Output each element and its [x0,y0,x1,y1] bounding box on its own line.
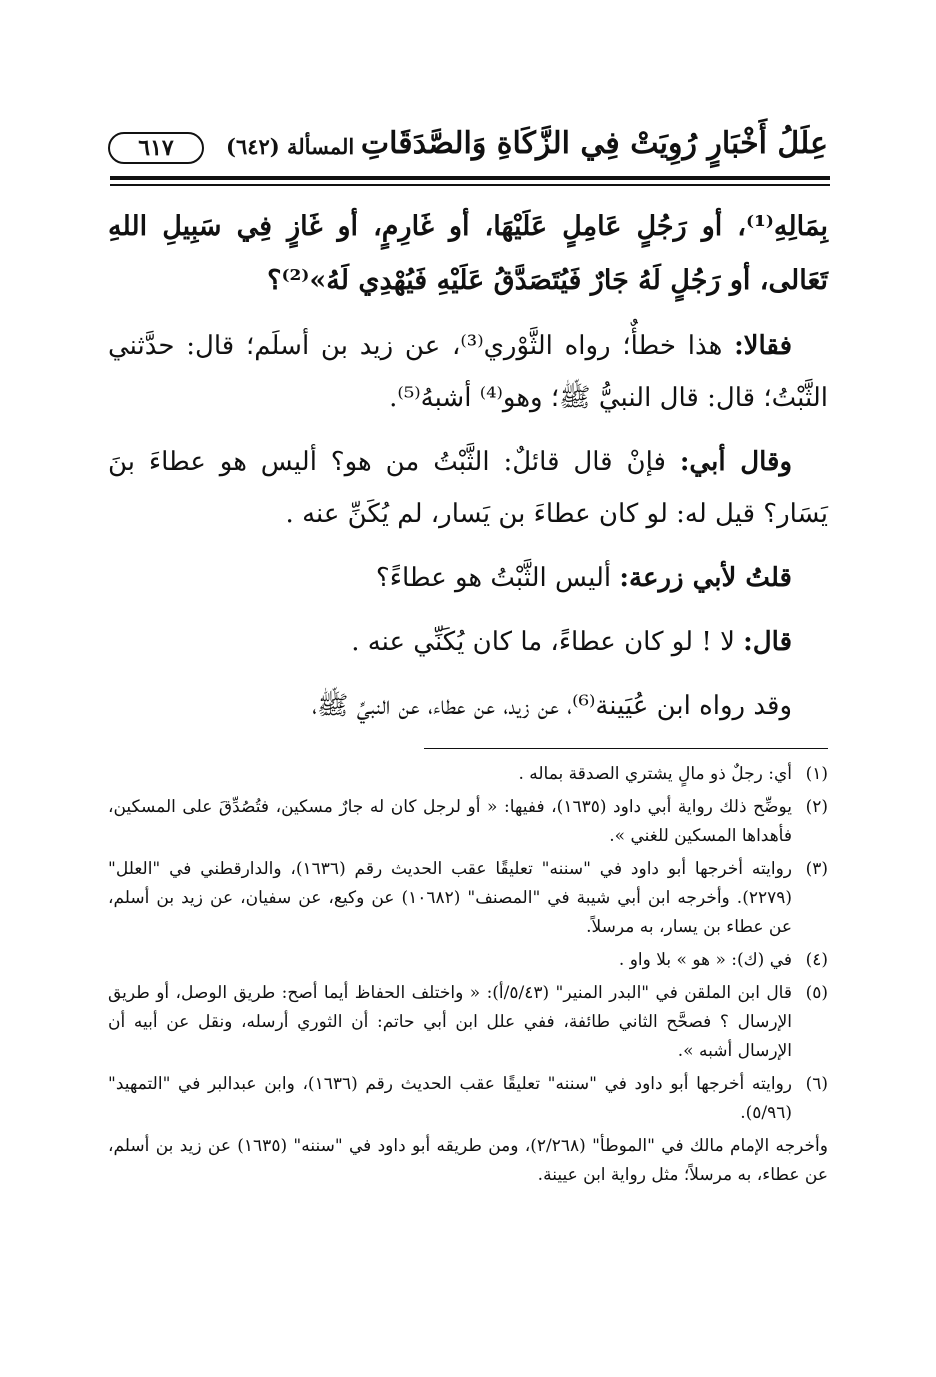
footnote-number: (٣) [805,859,828,879]
book-title: عِلَلُ أَخْبَارٍ رُوِيَتْ فِي الزَّكَاةِ وَالصَّدَقَاتِ [360,126,828,161]
paragraph-body: فإنْ قال قائلٌ: الثَّبْتُ من هو؟ أليس هو عطاءَ بنَ يَسَار؟ قيل له: لو كان عطاءَ بن يَسار، لم يُكَنِّ عنه . [108,447,828,529]
footnote-separator [424,748,828,749]
issue-number: المسألة (٦٤٢) [226,134,355,159]
footnote-2 [108,793,828,851]
footnote-text: روايته أخرجها أبو داود في "سننه" تعليقًا عقب الحديث رقم (١٦٣٦)، والدارقطني في "العلل" (٢٢٧٩). وأخرجه ابن أبي شيبة في "المصنف" (١٠٦٨٢) عن وكيع، عن سفيان، عن زيد بن أسلم، عن عطاء بن يسار، به مرسلاً. [108,859,792,937]
footnotes [108,760,828,1194]
paragraph-lead: فقالا: [734,331,792,361]
page-number: ٦١٧ [108,132,204,164]
footnote-number: (٤) [805,950,828,970]
footnote-6 [108,1070,828,1128]
paragraph-body: لا ! لو كان عطاءً، ما كان يُكَنِّي عنه . [351,627,744,657]
footnote-5 [108,979,828,1066]
paragraph-answer [108,320,828,424]
footnote-text: يوضِّح ذلك رواية أبي داود (١٦٣٥)، ففيها: « أو لرجل كان له جارٌ مسكين، فتُصُدِّقَ على المسكين، فأهداها المسكين للغني ». [108,797,792,846]
paragraph-lead: قال: [743,627,792,657]
footnote-text: أي: رجلٌ ذو مالٍ يشتري الصدقة بماله . [518,764,792,784]
paragraph-ibn-uyayna: وقد رواه ابن عُيَينة⁽⁶⁾، عن زيد، عن عطاء، عن النبيِّ ﷺ، [312,691,792,721]
footnote-text: روايته أخرجها أبو داود في "سننه" تعليقًا عقب الحديث رقم (١٦٣٦)، وابن عبدالبر في "التمهيد" (٥/٩٦). [108,1074,792,1123]
paragraph-lead: قلتُ لأبي زرعة: [619,563,792,593]
paragraph-body: هذا خطأٌ؛ رواه الثَّوْري⁽³⁾، عن زيد بن أسلَم؛ قال: حدَّثني الثَّبْتُ؛ قال: قال النبيُّ ﷺ؛ وهو⁽⁴⁾ أشبهُ⁽⁵⁾. [108,331,828,413]
paragraph-hadith-end: بِمَالِهِ⁽¹⁾، أو رَجُلٍ عَامِلٍ عَلَيْهَا، أو غَارِمٍ، أو غَازٍ فِي سَبِيلِ اللهِ تَعَالى، أو رَجُلٍ لَهُ جَارٌ فَيُتَصَدَّقُ عَلَيْهِ فَيُهْدِي لَهُ»⁽²⁾؟ [108,211,828,296]
paragraph-abi-comment [108,436,828,540]
footnote-number: (٥) [805,983,828,1003]
header-rule-thick [110,176,830,180]
paragraph-question [108,552,828,604]
footnote-6-continuation: وأخرجه الإمام مالك في "الموطأ" (٢/٢٦٨)، ومن طريقه أبو داود في "سننه" (١٦٣٥) عن زيد بن أسلم، عن عطاء، به مرسلاً؛ مثل رواية ابن عيينة. [108,1136,828,1185]
footnote-number: (٦) [805,1074,828,1094]
paragraph-body: أليس الثَّبْتُ هو عطاءً؟ [375,563,620,593]
footnote-1 [108,760,828,789]
footnote-number: (٢) [805,797,828,817]
paragraph-lead: وقال أبي: [679,447,793,477]
footnote-text: قال ابن الملقن في "البدر المنير" (٥/٤٣/أ): « واختلف الحفاظ أيما أصح: طريق الوصل، أو طريق الإرسال ؟ فصحَّح الثاني طائفة، ففي علل ابن أبي حاتم: أن الثوري أرسله، ونقل عن أبيه أن الإرسال أشبه ». [108,983,792,1061]
footnote-4 [108,946,828,975]
header-rule-thin [110,184,830,186]
footnote-number: (١) [805,764,828,784]
footnote-text: في (ك): « هو » بلا واو . [618,950,792,970]
footnote-3 [108,855,828,942]
main-text [108,200,828,744]
paragraph-reply [108,616,828,668]
running-header [108,120,828,170]
